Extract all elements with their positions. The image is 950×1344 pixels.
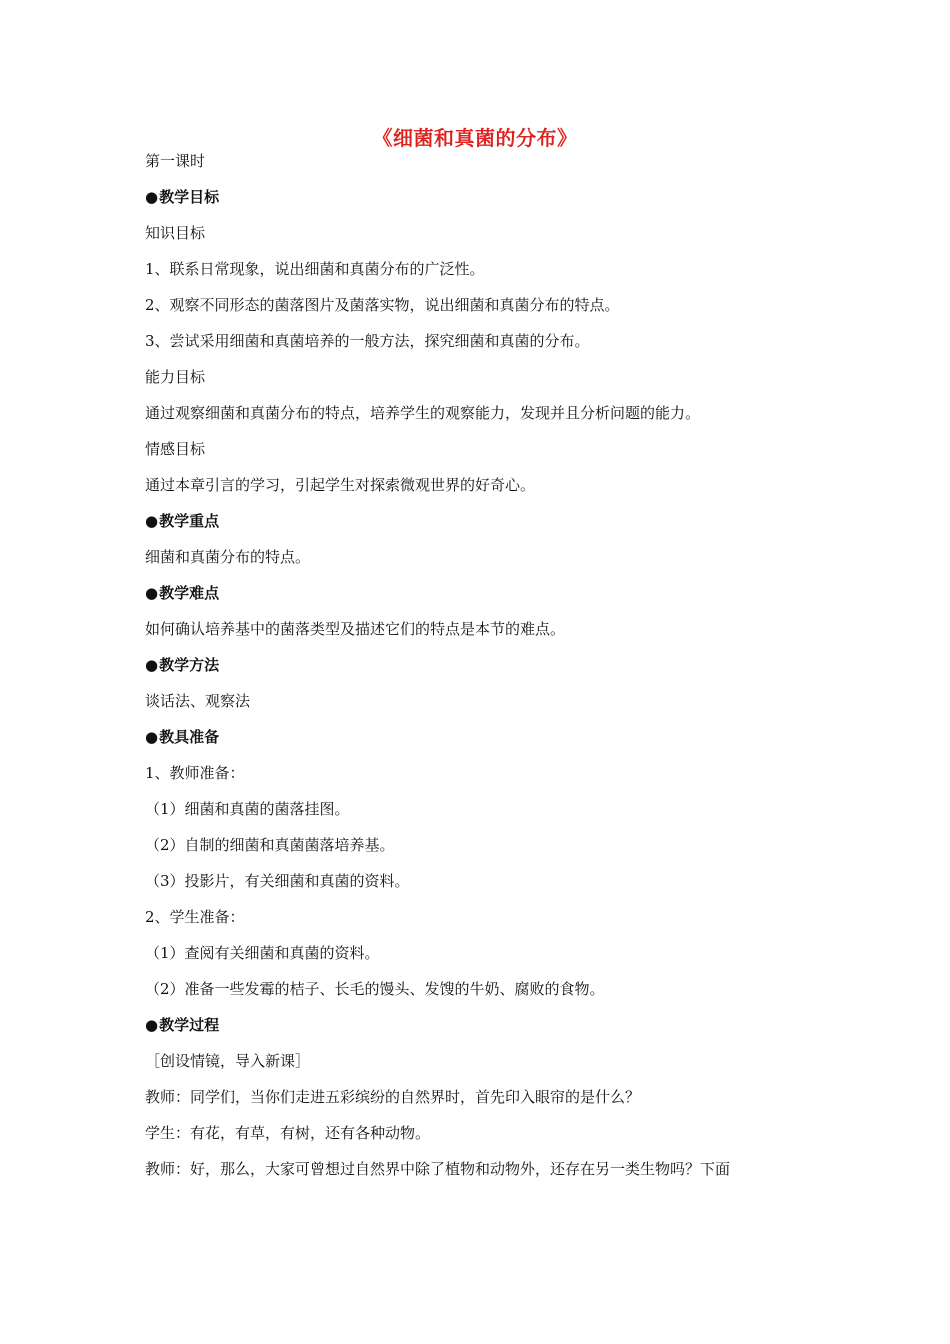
heading-key-points: ●教学重点	[145, 512, 220, 530]
methods-text: 谈话法、观察法	[145, 692, 251, 710]
key-points-text: 细菌和真菌分布的特点。	[145, 548, 311, 566]
heading-preparation: ●教具准备	[145, 728, 220, 746]
dialogue-line: 教师：好，那么，大家可曾想过自然界中除了植物和动物外，还存在另一类生物吗？下面	[145, 1160, 731, 1178]
heading-difficulties: ●教学难点	[145, 584, 220, 602]
knowledge-item: 3、尝试采用细菌和真菌培养的一般方法，探究细菌和真菌的分布。	[145, 332, 590, 350]
emotion-label: 情感目标	[145, 440, 206, 458]
emotion-text: 通过本章引言的学习，引起学生对探索微观世界的好奇心。	[145, 476, 536, 494]
ability-label: 能力目标	[145, 368, 206, 386]
bullet-icon: ●	[145, 584, 159, 602]
lesson-label: 第一课时	[145, 152, 206, 170]
student-prep-label: 2、学生准备：	[145, 908, 245, 926]
knowledge-label: 知识目标	[145, 224, 206, 242]
bullet-icon: ●	[145, 188, 159, 206]
teacher-prep-item: （1）细菌和真菌的菌落挂图。	[145, 800, 350, 818]
teacher-prep-label: 1、教师准备：	[145, 764, 245, 782]
heading-process: ●教学过程	[145, 1016, 220, 1034]
bullet-icon: ●	[145, 1016, 159, 1034]
difficulties-text: 如何确认培养基中的菌落类型及描述它们的特点是本节的难点。	[145, 620, 566, 638]
knowledge-item: 2、观察不同形态的菌落图片及菌落实物，说出细菌和真菌分布的特点。	[145, 296, 620, 314]
teacher-prep-item: （2）自制的细菌和真菌菌落培养基。	[145, 836, 395, 854]
heading-objectives: ●教学目标	[145, 188, 220, 206]
student-prep-item: （1）查阅有关细菌和真菌的资料。	[145, 944, 380, 962]
ability-text: 通过观察细菌和真菌分布的特点，培养学生的观察能力，发现并且分析问题的能力。	[145, 404, 701, 422]
teacher-prep-item: （3）投影片，有关细菌和真菌的资料。	[145, 872, 410, 890]
bullet-icon: ●	[145, 656, 159, 674]
bullet-icon: ●	[145, 728, 159, 746]
bullet-icon: ●	[145, 512, 159, 530]
heading-methods: ●教学方法	[145, 656, 220, 674]
document-title: 《细菌和真菌的分布》	[372, 126, 578, 150]
student-prep-item: （2）准备一些发霉的桔子、长毛的馒头、发馊的牛奶、腐败的食物。	[145, 980, 605, 998]
knowledge-item: 1、联系日常现象，说出细菌和真菌分布的广泛性。	[145, 260, 485, 278]
dialogue-line: 教师：同学们，当你们走进五彩缤纷的自然界时，首先印入眼帘的是什么？	[145, 1088, 641, 1106]
process-intro: ［创设情镜，导入新课］	[145, 1052, 311, 1070]
dialogue-line: 学生：有花，有草，有树，还有各种动物。	[145, 1124, 431, 1142]
